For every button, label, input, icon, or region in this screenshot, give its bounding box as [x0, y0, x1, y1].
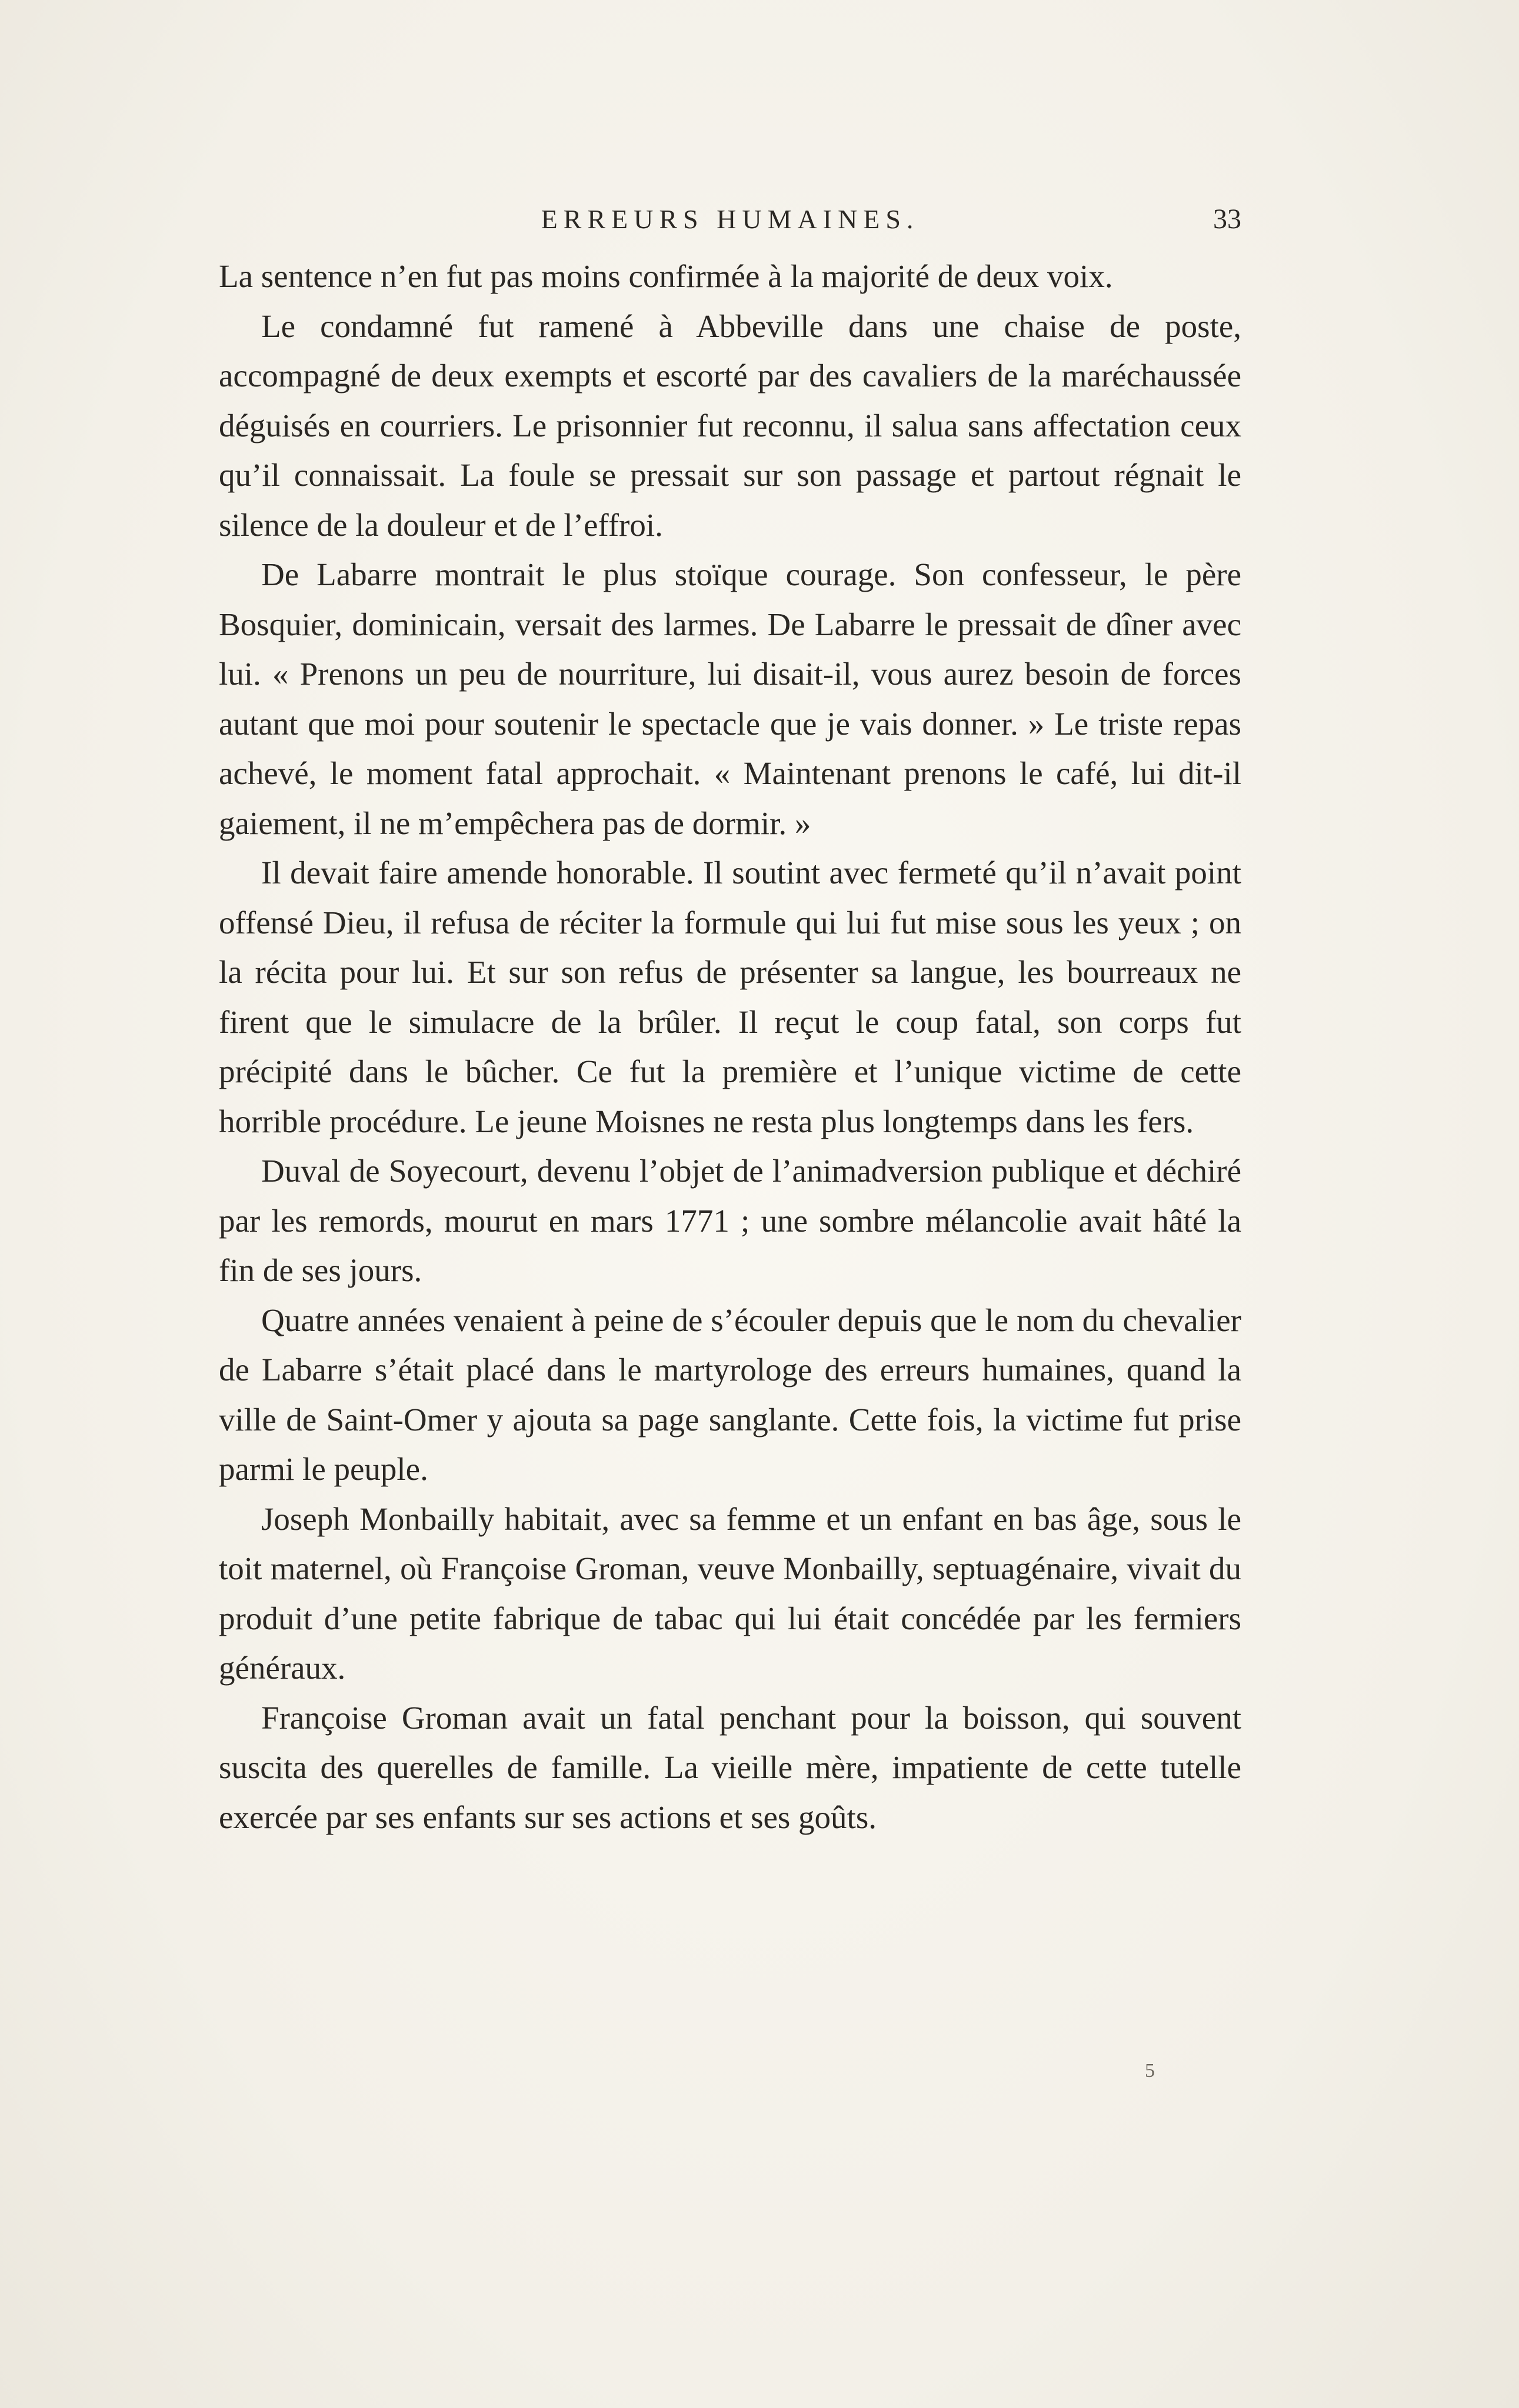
- signature-mark: 5: [1145, 2060, 1155, 2082]
- paragraph: De Labarre montrait le plus stoïque courage. Son confesseur, le père Bosquier, dominicain, versait des larmes. De Labarre le pressait de dîner avec lui. « Prenons un peu de nourriture, lui disait-il, vous aurez besoin de forces autant que moi pour soutenir le spectacle que je vais donner. » Le triste repas achevé, le moment fatal approchait. « Maintenant prenons le café, lui dit-il gaiement, il ne m’empêchera pas de dormir. »: [219, 556, 1241, 841]
- page-header: [219, 199, 1241, 240]
- page-number: 33: [1213, 204, 1241, 235]
- paragraph: Françoise Groman avait un fatal penchant pour la boisson, qui souvent suscita des querelles de famille. La vieille mère, impatiente de cette tutelle exercée par ses enfants sur ses actions et ses goûts.: [219, 1699, 1241, 1835]
- paragraph: Le condamné fut ramené à Abbeville dans une chaise de poste, accompagné de deux exempts et escorté par des cavaliers de la maréchaussée déguisés en courriers. Le prisonnier fut reconnu, il salua sans affectation ceux qu’il connaissait. La foule se pressait sur son passage et partout régnait le silence de la douleur et de l’effroi.: [219, 308, 1241, 543]
- paragraph: Joseph Monbailly habitait, avec sa femme et un enfant en bas âge, sous le toit maternel, où Françoise Groman, veuve Monbailly, septuagénaire, vivait du produit d’une petite fabrique de tabac qui lui était concédée par les fermiers généraux.: [219, 1500, 1241, 1686]
- body-text: [219, 252, 1241, 1842]
- running-title: ERREURS HUMAINES.: [541, 204, 920, 234]
- paragraph: Il devait faire amende honorable. Il soutint avec fermeté qu’il n’avait point offensé Dieu, il refusa de réciter la formule qui lui fut mise sous les yeux ; on la récita pour lui. Et sur son refus de présenter sa langue, les bourreaux ne firent que le simulacre de la brûler. Il reçut le coup fatal, son corps fut précipité dans le bûcher. Ce fut la première et l’unique victime de cette horrible procédure. Le jeune Moisnes ne resta plus longtemps dans les fers.: [219, 855, 1241, 1139]
- paragraph: Quatre années venaient à peine de s’écouler depuis que le nom du chevalier de Labarre s’était placé dans le martyrologe des erreurs humaines, quand la ville de Saint-Omer y ajouta sa page sanglante. Cette fois, la victime fut prise parmi le peuple.: [219, 1302, 1241, 1487]
- paragraph: Duval de Soyecourt, devenu l’objet de l’animadversion publique et déchiré par les remords, mourut en mars 1771 ; une sombre mélancolie avait hâté la fin de ses jours.: [219, 1153, 1241, 1288]
- paragraph: La sentence n’en fut pas moins confirmée à la majorité de deux voix.: [219, 258, 1113, 294]
